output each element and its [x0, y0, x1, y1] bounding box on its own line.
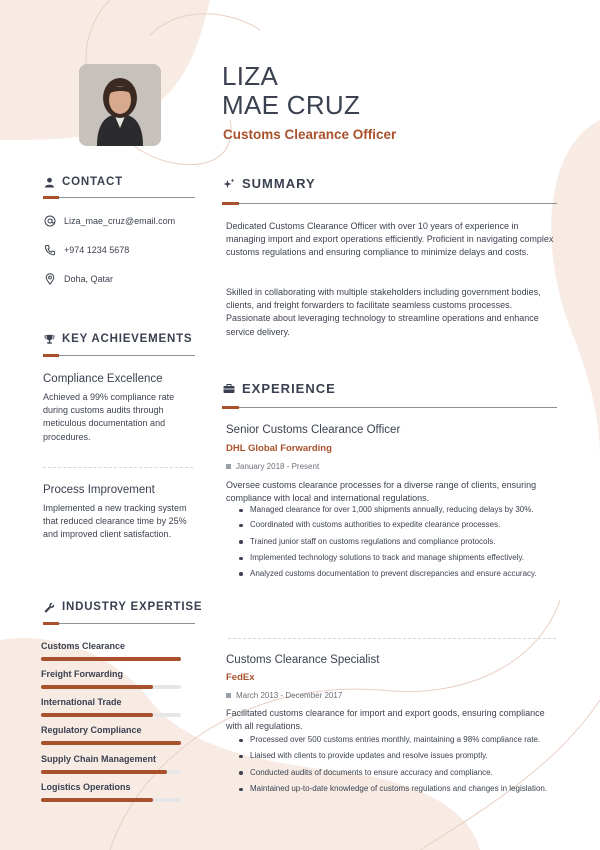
- summary-paragraph: Skilled in collaborating with multiple stakeholders including government bodies, clients, and freight forwarders to facilitate seamless customs processes. Passionate about leveraging technology to streamline operations and enhance service delivery.: [226, 287, 541, 337]
- achievement-separator: [43, 467, 193, 468]
- summary-accent: [222, 202, 239, 205]
- company-name: FedEx: [226, 672, 255, 683]
- bullet-item: Analyzed customs documentation to prevent discrepancies and ensure accuracy.: [238, 569, 550, 579]
- calendar-icon: [226, 693, 231, 698]
- contact-location: [44, 273, 113, 285]
- skill-bar: [41, 713, 181, 717]
- achievements-divider: [43, 355, 195, 356]
- job-title: Customs Clearance Officer: [223, 127, 397, 142]
- contact-email[interactable]: [44, 215, 175, 227]
- person-icon: [44, 177, 55, 188]
- job-title: Customs Clearance Specialist: [226, 654, 380, 666]
- summary-divider: [222, 203, 557, 204]
- summary-heading: SUMMARY: [223, 176, 316, 191]
- skill-bar: [41, 657, 181, 661]
- contact-divider: [43, 197, 195, 198]
- bullet-item: Trained junior staff on customs regulations and compliance protocols.: [238, 537, 550, 547]
- email-text: Liza_mae_cruz@email.com: [64, 216, 176, 226]
- experience-accent: [222, 406, 239, 409]
- summary-paragraph: Dedicated Customs Clearance Officer with over 10 years of experience in managing import and export operations efficiently. Proficient in navigating complex customs regulations and ensuring compliance to minimize delays and costs.: [226, 221, 554, 258]
- experience-heading: EXPERIENCE: [223, 381, 336, 396]
- experience-divider: [222, 407, 557, 408]
- location-text: Doha, Qatar: [64, 274, 114, 284]
- achievement-title: Process Improvement: [43, 484, 155, 496]
- job-dates: March 2013 - December 2017: [226, 691, 342, 700]
- sparkle-icon: [223, 178, 235, 190]
- achievement-desc: Achieved a 99% compliance rate during customs audits through meticulous documentation and procedures.: [43, 392, 175, 442]
- bullet-item: Conducted audits of documents to ensure accuracy and compliance.: [238, 768, 550, 778]
- achievement-desc: Implemented a new tracking system that reduced clearance time by 25% and improved client satisfaction.: [43, 503, 187, 540]
- skill-name: Regulatory Compliance: [41, 725, 142, 735]
- calendar-icon: [226, 464, 231, 469]
- phone-text: +974 1234 5678: [64, 245, 130, 255]
- skill-name: Customs Clearance: [41, 641, 126, 651]
- bullet-item: Implemented technology solutions to track and manage shipments effectively.: [238, 553, 550, 563]
- achievements-accent: [43, 354, 59, 357]
- last-name: MAE CRUZ: [222, 90, 361, 120]
- skill-bar: [41, 798, 181, 802]
- skill-bar-fill: [41, 798, 153, 802]
- job-bullets: [238, 735, 550, 795]
- bullet-item: Processed over 500 customs entries monthly, maintaining a 98% compliance rate.: [238, 735, 550, 745]
- expertise-divider: [43, 623, 195, 624]
- bullet-item: Liaised with clients to provide updates and resolve issues promptly.: [238, 751, 550, 761]
- skill-bar-fill: [41, 657, 181, 661]
- achievements-heading: KEY ACHIEVEMENTS: [44, 333, 192, 345]
- full-name: [222, 62, 360, 120]
- job-dates: January 2018 - Present: [226, 462, 319, 471]
- expertise-accent: [43, 622, 59, 625]
- company-name: DHL Global Forwarding: [226, 443, 332, 454]
- job-description: Oversee customs clearance processes for a diverse range of clients, ensuring compliance with local and international regulations.: [226, 480, 537, 503]
- first-name: LIZA: [222, 61, 279, 91]
- expertise-heading: INDUSTRY EXPERTISE: [44, 601, 202, 613]
- at-icon: [44, 215, 56, 227]
- skill-bar: [41, 685, 181, 689]
- contact-heading: CONTACT: [44, 176, 123, 188]
- skill-name: Supply Chain Management: [41, 754, 157, 764]
- wrench-icon: [44, 602, 55, 613]
- skill-bar-fill: [41, 685, 153, 689]
- location-pin-icon: [44, 273, 56, 285]
- skill-bar-fill: [41, 713, 153, 717]
- briefcase-icon: [223, 383, 235, 394]
- phone-icon: [44, 244, 56, 256]
- bullet-item: Coordinated with customs authorities to expedite clearance processes.: [238, 520, 550, 530]
- job-title: Senior Customs Clearance Officer: [226, 424, 401, 436]
- skill-name: Logistics Operations: [41, 782, 131, 792]
- skill-name: International Trade: [41, 697, 122, 707]
- skill-bar: [41, 741, 181, 745]
- job-description: Facilitated customs clearance for import and export goods, ensuring compliance with all regulations.: [226, 708, 545, 731]
- job-bullets: [238, 505, 550, 579]
- bullet-item: Managed clearance for over 1,000 shipments annually, reducing delays by 30%.: [238, 505, 550, 515]
- contact-accent: [43, 196, 59, 199]
- bullet-item: Maintained up-to-date knowledge of customs regulations and changes in legislation.: [238, 784, 550, 794]
- skill-bar-fill: [41, 770, 167, 774]
- skill-name: Freight Forwarding: [41, 669, 123, 679]
- trophy-icon: [44, 334, 55, 345]
- skill-bar-fill: [41, 741, 181, 745]
- job-separator: [228, 638, 556, 639]
- contact-phone[interactable]: [44, 244, 129, 256]
- profile-photo: [79, 64, 161, 146]
- achievement-title: Compliance Excellence: [43, 373, 163, 385]
- skill-bar: [41, 770, 181, 774]
